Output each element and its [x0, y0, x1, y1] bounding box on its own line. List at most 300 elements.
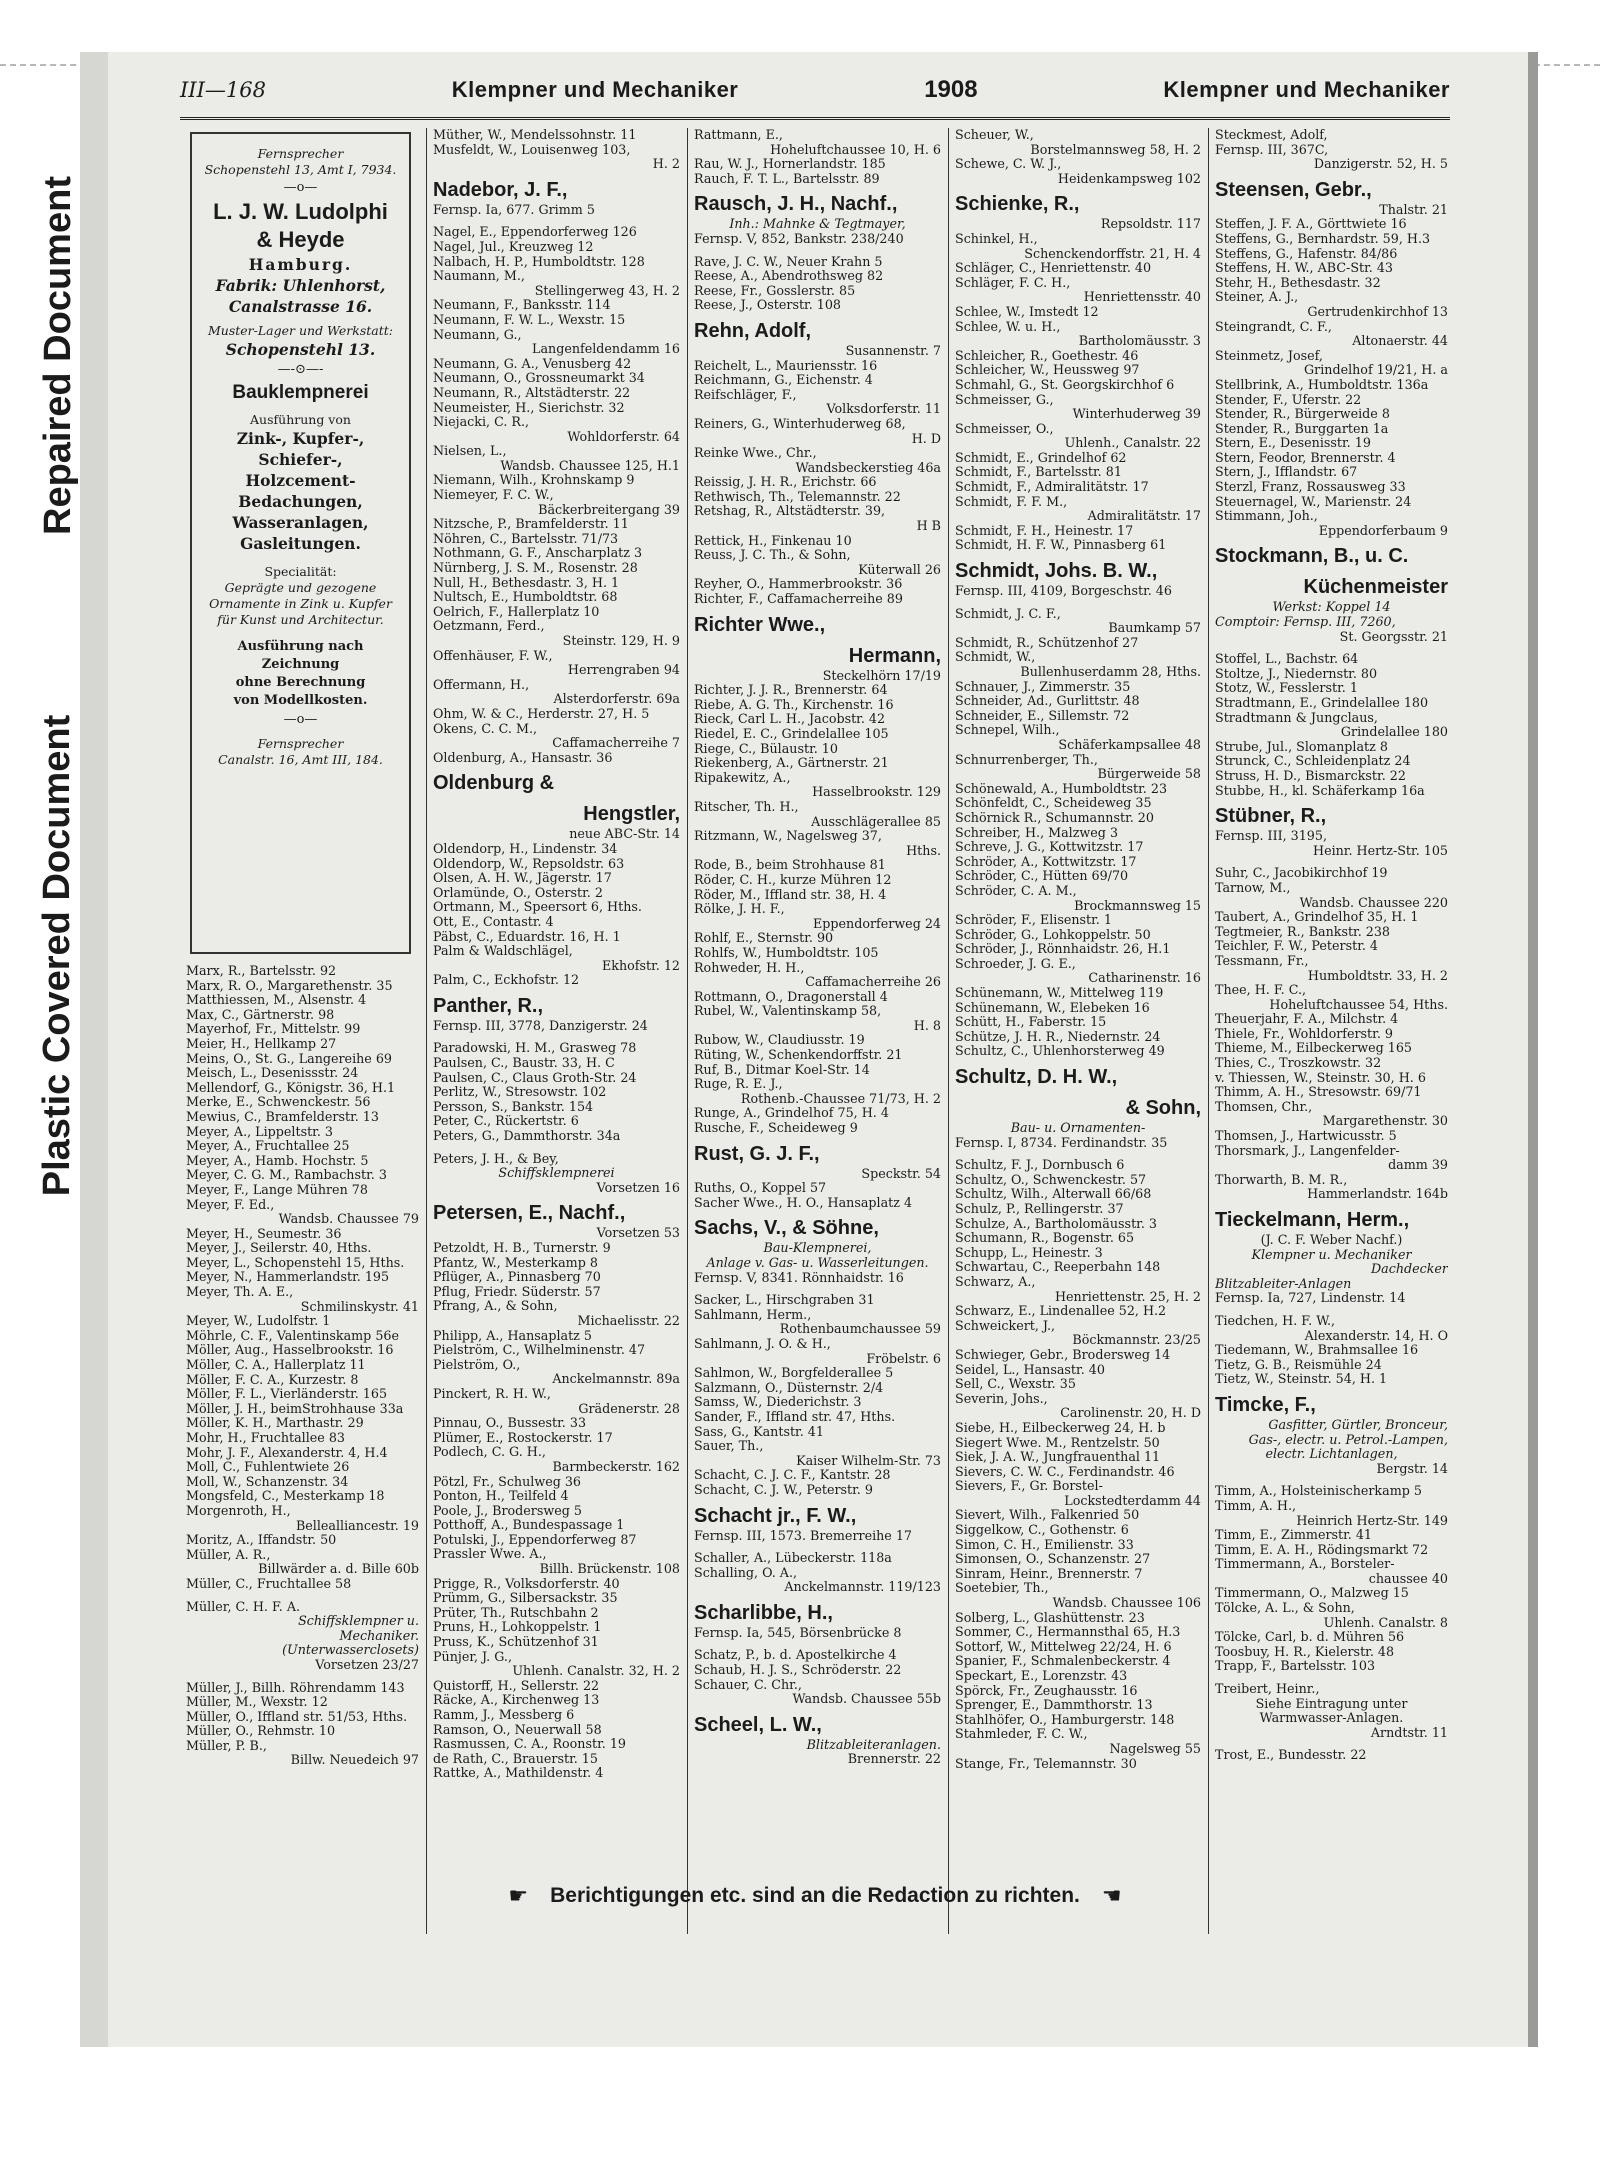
ad-service-2: Schiefer-,	[258, 450, 343, 469]
directory-entry: Steckelhörn 17/19	[822, 668, 941, 683]
directory-entry: Sinram, Heinr., Brennerstr. 7	[955, 1566, 1143, 1581]
directory-entry: Müther, W., Mendelssohnstr. 11	[433, 128, 637, 142]
directory-entry: Rethwisch, Th., Telemannstr. 22	[694, 489, 901, 504]
directory-entry: Ritscher, Th. H.,	[694, 799, 799, 814]
directory-entry: Rieck, Carl L. H., Jacobstr. 42	[694, 712, 886, 727]
directory-entry: Schweickert, J.,	[955, 1318, 1056, 1333]
directory-entry: Simon, C. H., Emilienstr. 33	[955, 1537, 1134, 1552]
column-5	[1215, 128, 1448, 1934]
firm-heading: Scheel, L. W.,	[694, 1713, 822, 1736]
directory-entry: Danzigerstr. 52, H. 5	[1313, 157, 1448, 172]
directory-entry: Moll, W., Schanzenstr. 34	[186, 1474, 349, 1489]
directory-entry: Repsoldstr. 117	[1100, 217, 1201, 232]
directory-entry: Gasfitter, Gürtler, Bronceur,	[1268, 1417, 1448, 1432]
pointing-hand-left-icon: ☛	[508, 1883, 529, 1909]
directory-entry: Stoffel, L., Bachstr. 64	[1215, 652, 1359, 667]
directory-entry: Wandsb. Chaussee 106	[1052, 1596, 1201, 1611]
directory-entry: Bau-Klempnerei,	[763, 1241, 872, 1256]
directory-entry: Vorsetzen 23/27	[315, 1657, 419, 1672]
directory-entry: Sass, G., Kantstr. 41	[694, 1424, 824, 1439]
directory-entry: Rubel, W., Valentinskamp 58,	[694, 1004, 882, 1019]
directory-entry: Peters, J. H., & Bey,	[433, 1151, 559, 1166]
directory-entry: Schörnick R., Schumannstr. 20	[955, 810, 1154, 825]
directory-entry: Neumann, G.,	[433, 327, 522, 342]
directory-entry: Küterwall 26	[858, 562, 941, 577]
directory-entry: Schwartau, C., Reeperbahn 148	[955, 1260, 1161, 1275]
directory-entry: Schleicher, R., Goethestr. 46	[955, 348, 1139, 363]
firm-heading: Schmidt, Johs. B. W.,	[955, 560, 1158, 583]
directory-entry: Rothenbaumchaussee 59	[779, 1322, 941, 1337]
directory-entry: Potthoff, A., Bundespassage 1	[433, 1518, 625, 1533]
directory-entry: Meyer, L., Schopenstehl 15, Hths.	[186, 1255, 405, 1270]
ad-note-2: ohne Berechnung	[235, 675, 366, 690]
directory-entry: Schaub, H. J. S., Schröderstr. 22	[694, 1663, 902, 1678]
directory-entry: Schneider, Ad., Gurlittstr. 48	[955, 694, 1140, 709]
directory-entry: Stellingerweg 43, H. 2	[534, 283, 680, 298]
directory-entry: Reichelt, L., Mauriensstr. 16	[694, 358, 878, 373]
directory-entry: Schumann, R., Bogenstr. 65	[955, 1231, 1135, 1246]
directory-entry: Musfeldt, W., Louisenweg 103,	[433, 142, 631, 157]
directory-entry: Petzoldt, H. B., Turnerstr. 9	[433, 1241, 611, 1255]
directory-entry: Fröbelstr. 6	[866, 1351, 941, 1366]
directory-entry: Gas-, electr. u. Petrol.-Lampen,	[1248, 1432, 1448, 1447]
directory-entry: Grindelhof 19/21, H. a	[1304, 363, 1448, 378]
directory-entry: Schultz, O., Schwenckestr. 57	[955, 1172, 1147, 1187]
ad-specialty-2: Ornamente in Zink u. Kupfer	[209, 596, 392, 611]
directory-entry: Ausschlägerallee 85	[811, 814, 941, 829]
directory-entry: Fernsp. III, 3778, Danzigerstr. 24	[433, 1018, 648, 1033]
directory-entry: (Unterwasserclosets)	[282, 1643, 419, 1658]
entry-spacer	[186, 1673, 419, 1681]
firm-heading: Oldenburg &	[433, 772, 555, 795]
directory-entry: Billh. Brückenstr. 108	[539, 1562, 680, 1577]
directory-entry: Wandsb. Chaussee 55b	[792, 1692, 941, 1707]
directory-entry: Alexanderstr. 14, H. O	[1304, 1328, 1448, 1343]
directory-entry: Trapp, F., Bartelsstr. 103	[1215, 1659, 1376, 1674]
ad-city: Hamburg.	[248, 255, 353, 274]
directory-entry: Thimm, A. H., Stresowstr. 69/71	[1215, 1085, 1422, 1100]
directory-entry: Reifschläger, F.,	[694, 387, 797, 402]
directory-entry: Steinmetz, Josef,	[1215, 348, 1323, 363]
pointing-hand-right-icon: ☚	[1101, 1883, 1122, 1909]
directory-entry: Wandsb. Chaussee 79	[278, 1212, 419, 1227]
directory-entry: Winterhuderweg 39	[1072, 407, 1201, 422]
directory-entry: Nagelsweg 55	[1109, 1741, 1201, 1756]
directory-entry: Bürgerweide 58	[1097, 767, 1201, 782]
directory-entry: Ramm, J., Messberg 6	[433, 1708, 575, 1722]
directory-entry: Stern, J., Ifflandstr. 67	[1215, 465, 1358, 480]
directory-entry: Wandsb. Chaussee 220	[1299, 895, 1448, 910]
directory-entry: Niemeyer, F. C. W.,	[433, 488, 554, 503]
directory-entry: electr. Lichtanlagen,	[1265, 1447, 1398, 1462]
directory-entry: Fernsp. Ia, 677. Grimm 5	[433, 202, 595, 217]
directory-entry: Ekhofstr. 12	[602, 958, 680, 973]
directory-entry: Schleicher, W., Heussweg 97	[955, 363, 1140, 378]
directory-entry: Müller, O., Iffland str. 51/53, Hths.	[186, 1709, 408, 1724]
directory-entry: Neumann, R., Altstädterstr. 22	[433, 385, 631, 400]
directory-entry: Schenckendorffstr. 21, H. 4	[1024, 246, 1201, 261]
directory-entry: Müller, C. H. F. A.	[186, 1599, 301, 1614]
directory-entry: damm 39	[1388, 1158, 1448, 1173]
column-3-entries	[694, 128, 941, 1767]
directory-entry: Pinckert, R. H. W.,	[433, 1386, 551, 1401]
directory-entry: Tölcke, Carl, b. d. Mühren 56	[1215, 1630, 1405, 1645]
directory-entry: Uhlenh., Canalstr. 22	[1064, 436, 1201, 451]
directory-entry: Ott, E., Contastr. 4	[433, 914, 554, 929]
directory-entry: Timm, E., Zimmerstr. 41	[1215, 1528, 1373, 1543]
directory-entry: Rattmann, E.,	[694, 128, 783, 142]
directory-entry: Tölcke, A. L., & Sohn,	[1215, 1601, 1355, 1616]
directory-entry: Schmidt, R., Schützenhof 27	[955, 635, 1139, 650]
directory-entry: Offenhäuser, F. W.,	[433, 648, 553, 663]
ad-service-1: Zink-, Kupfer-,	[236, 429, 365, 448]
directory-entry: Sprenger, E., Dammthorstr. 13	[955, 1698, 1153, 1713]
directory-entry: Päbst, C., Eduardstr. 16, H. 1	[433, 929, 621, 944]
column-1-entries	[186, 964, 419, 1768]
directory-entry: Neumann, F., Banksstr. 114	[433, 298, 611, 313]
directory-entry: Hoheluftchaussee 54, Hths.	[1269, 997, 1448, 1012]
directory-entry: Podlech, C. G. H.,	[433, 1445, 546, 1460]
directory-entry: Bullenhuserdamm 28, Hths.	[1020, 665, 1201, 679]
directory-entry: Meyer, F., Lange Mühren 78	[186, 1182, 368, 1197]
directory-entry: Möller, F. L., Vierländerstr. 165	[186, 1387, 388, 1402]
directory-entry: Peter, C., Rückertstr. 6	[433, 1114, 579, 1129]
directory-entry: Seidel, L., Hansastr. 40	[955, 1362, 1105, 1377]
entry-spacer	[1215, 1476, 1448, 1484]
directory-entry: Schupp, L., Heinestr. 3	[955, 1245, 1103, 1260]
firm-heading: Hengstler,	[583, 803, 680, 826]
directory-entry: Schünemann, W., Mittelweg 119	[955, 986, 1164, 1001]
entry-spacer	[694, 1543, 941, 1551]
directory-entry: Nagel, Jul., Kreuzweg 12	[433, 239, 594, 254]
directory-entry: Moritz, A., Iffandstr. 50	[186, 1533, 337, 1548]
directory-entry: Ripakewitz, A.,	[694, 770, 791, 785]
firm-heading: Richter Wwe.,	[694, 613, 826, 636]
directory-entry: Sahlmann, J. O. & H.,	[694, 1336, 831, 1351]
directory-entry: Caffamacherreihe 7	[552, 736, 680, 751]
directory-entry: Grindelallee 180	[1340, 725, 1448, 740]
directory-entry: Schröder, C., Hütten 69/70	[955, 869, 1129, 884]
directory-entry: Thiele, Fr., Wohldorferstr. 9	[1215, 1026, 1393, 1041]
column-2	[433, 128, 680, 1934]
directory-entry: Mellendorf, G., Königstr. 36, H.1	[186, 1080, 396, 1095]
ad-phone-line: Schopenstehl 13, Amt I, 7934.	[204, 162, 397, 177]
directory-entry: Uhlenh. Canalstr. 8	[1323, 1615, 1448, 1630]
entry-spacer	[186, 1592, 419, 1600]
directory-entry: Hasselbrookstr. 129	[812, 785, 941, 800]
directory-entry: Fernsp. III, 4109, Borgeschstr. 46	[955, 584, 1172, 599]
directory-entry: Schreve, J. G., Kottwitzstr. 17	[955, 840, 1144, 855]
directory-entry: Philipp, A., Hansaplatz 5	[433, 1328, 592, 1343]
entry-spacer	[1215, 1306, 1448, 1314]
directory-entry: Stahlhöfer, O., Hamburgerstr. 148	[955, 1712, 1175, 1727]
directory-entry: Schmidt, E., Grindelhof 62	[955, 450, 1127, 465]
directory-entry: Billwärder a. d. Bille 60b	[258, 1562, 419, 1577]
directory-entry: Bau- u. Ornamenten-	[1010, 1121, 1146, 1136]
directory-entry: Tiedemann, W., Brahmsallee 16	[1215, 1343, 1419, 1358]
directory-entry: Pinnau, O., Bussestr. 33	[433, 1416, 587, 1431]
directory-entry: Räcke, A., Kirchenweg 13	[433, 1693, 600, 1708]
directory-entry: Wandsb. Chaussee 125, H.1	[500, 458, 680, 473]
directory-entry: Speckart, E., Lorenzstr. 43	[955, 1669, 1128, 1683]
directory-entry: Möller, J. H., beimStrohhause 33a	[186, 1401, 404, 1416]
directory-entry: Rauch, F. T. L., Bartelsstr. 89	[694, 171, 880, 186]
directory-entry: Mewius, C., Bramfelderstr. 13	[186, 1109, 379, 1124]
directory-entry: Nalbach, H. P., Humboldtstr. 128	[433, 254, 645, 269]
entry-spacer	[1215, 1740, 1448, 1748]
directory-entry: Stradtmann, E., Grindelallee 180	[1215, 696, 1429, 710]
directory-entry: Inh.: Mahnke & Tegtmayer,	[729, 217, 906, 232]
directory-entry: Arndtstr. 11	[1370, 1725, 1448, 1740]
directory-entry: Meyer, Th. A. E.,	[186, 1285, 294, 1300]
directory-entry: Severin, Johs.,	[955, 1391, 1048, 1406]
directory-entry: Müller, P. B.,	[186, 1738, 267, 1753]
directory-entry: Möller, F. C. A., Kurzestr. 8	[186, 1372, 359, 1387]
directory-entry: Schönfeldt, C., Scheideweg 35	[955, 796, 1152, 811]
entry-spacer	[433, 1033, 680, 1041]
directory-entry: Schmidt, F. F. M.,	[955, 494, 1068, 509]
directory-entry: Riekenberg, A., Gärtnerstr. 21	[694, 756, 889, 771]
directory-entry: Sievers, F., Gr. Borstel-	[955, 1479, 1103, 1494]
directory-entry: Spörck, Fr., Zeughausstr. 16	[955, 1683, 1138, 1698]
directory-entry: Anckelmannstr. 119/123	[784, 1580, 941, 1595]
directory-entry: Timm, E. A. H., Rödingsmarkt 72	[1215, 1542, 1429, 1557]
directory-entry: H. 8	[913, 1018, 941, 1033]
directory-entry: Kaiser Wilhelm-Str. 73	[796, 1453, 941, 1468]
directory-entry: Struss, H. D., Bismarckstr. 22	[1215, 768, 1406, 783]
entry-spacer	[433, 1144, 680, 1152]
directory-entry: Lockstedterdamm 44	[1064, 1493, 1201, 1508]
directory-entry: Pielström, O.,	[433, 1357, 521, 1372]
entry-spacer	[1215, 644, 1448, 652]
directory-entry: Sterzl, Franz, Rossausweg 33	[1215, 480, 1406, 495]
ad-service-intro: Ausführung von	[250, 412, 351, 427]
directory-entry: Reese, A., Abendrothsweg 82	[694, 269, 884, 284]
directory-entry: Bäckerbreitergang 39	[538, 502, 680, 517]
firm-heading: Petersen, E., Nachf.,	[433, 1202, 626, 1225]
directory-entry: Schlee, W., Imstedt 12	[955, 304, 1099, 319]
directory-entry: Timm, A. H.,	[1215, 1498, 1297, 1513]
directory-entry: Stender, R., Bürgerweide 8	[1215, 407, 1390, 422]
directory-entry: Max, C., Gärtnerstr. 98	[186, 1007, 335, 1022]
directory-entry: Fernsp. III, 367C,	[1215, 142, 1329, 157]
entry-spacer	[694, 247, 941, 255]
directory-entry: Strube, Jul., Slomanplatz 8	[1215, 739, 1388, 754]
directory-entry: Röder, M., Iffland str. 38, H. 4	[694, 887, 887, 902]
directory-entry: Siggelkow, C., Gothenstr. 6	[955, 1523, 1129, 1538]
directory-entry: Oldenburg, A., Hansastr. 36	[433, 750, 613, 765]
directory-entry: Stern, Feodor, Brennerstr. 4	[1215, 450, 1396, 465]
directory-entry: Perlitz, W., Stresowstr. 102	[433, 1085, 607, 1100]
directory-entry: Nöhren, C., Bartelsstr. 71/73	[433, 531, 619, 546]
directory-entry: Rode, B., beim Strohhause 81	[694, 858, 886, 873]
directory-entry: Treibert, Heinr.,	[1215, 1682, 1320, 1697]
directory-entry: Baumkamp 57	[1108, 621, 1201, 636]
ad-specialty-1: Geprägte und gezogene	[224, 580, 377, 595]
directory-entry: Heidenkampsweg 102	[1057, 171, 1201, 186]
directory-entry: Langenfeldendamm 16	[532, 342, 680, 357]
directory-entry: Prassler Wwe. A.,	[433, 1547, 547, 1562]
directory-entry: Sell, C., Wexstr. 35	[955, 1377, 1076, 1392]
directory-entry: Schinkel, H.,	[955, 231, 1038, 246]
directory-entry: Meyer, C. G. M., Rambachstr. 3	[186, 1168, 387, 1183]
header-title-right: Klempner und Mechaniker	[1163, 77, 1450, 102]
directory-entry: Schacht, C. J. C. F., Kantstr. 28	[694, 1468, 891, 1483]
directory-entry: Schäferkampsallee 48	[1058, 737, 1201, 752]
ad-firm-name-2: & Heyde	[256, 227, 345, 252]
directory-entry: Strunck, C., Schleidenplatz 24	[1215, 754, 1411, 769]
directory-entry: Schläger, F. C. H.,	[955, 275, 1071, 290]
directory-entry: Sauer, Th.,	[694, 1439, 764, 1454]
directory-entry: St. Georgsstr. 21	[1339, 629, 1448, 644]
directory-entry: Möhrle, C. F., Valentinskamp 56e	[186, 1328, 399, 1343]
directory-entry: Schultz, Wilh., Alterwall 66/68	[955, 1187, 1152, 1202]
directory-entry: Paulsen, C., Claus Groth-Str. 24	[433, 1070, 637, 1085]
directory-entry: Rave, J. C. W., Neuer Krahn 5	[694, 254, 883, 269]
directory-entry: Schröder, J., Rönnhaidstr. 26, H.1	[955, 942, 1171, 957]
directory-entry: Runge, A., Grindelhof 75, H. 4	[694, 1106, 889, 1121]
directory-entry: Henriettensstr. 40	[1083, 290, 1201, 305]
directory-entry: Ponton, H., Teilfeld 4	[433, 1489, 569, 1504]
page-header	[180, 76, 1450, 120]
directory-entry: Sievert, Wilh., Falkenried 50	[955, 1508, 1140, 1523]
directory-entry: Riebe, A. G. Th., Kirchenstr. 16	[694, 697, 894, 712]
directory-entry: Persson, S., Bankstr. 154	[433, 1099, 594, 1114]
directory-entry: Ruge, R. E. J.,	[694, 1077, 783, 1092]
directory-entry: Rattke, A., Mathildenstr. 4	[433, 1766, 604, 1781]
directory-entry: Schönewald, A., Humboldtstr. 23	[955, 781, 1168, 796]
directory-entry: Spanier, F., Schmalenbeckerstr. 4	[955, 1654, 1171, 1669]
directory-entry: Moll, C., Fuhlentwiete 26	[186, 1460, 350, 1475]
directory-entry: (J. C. F. Weber Nachf.)	[1260, 1233, 1403, 1247]
directory-entry: Naumann, M.,	[433, 269, 525, 284]
directory-entry: Stimmann, Joh.,	[1215, 509, 1318, 524]
directory-entry: Bartholomäusstr. 3	[1078, 334, 1201, 349]
directory-entry: Röder, C. H., kurze Mühren 12	[694, 872, 892, 887]
firm-heading: Küchenmeister	[1303, 576, 1448, 599]
directory-entry: Tietz, G. B., Reismühle 24	[1215, 1357, 1382, 1372]
directory-entry: chaussee 40	[1368, 1571, 1448, 1586]
directory-entry: Schröder, C. A. M.,	[955, 883, 1077, 898]
directory-entry: Pfrang, A., & Sohn,	[433, 1299, 558, 1314]
directory-entry: Gertrudenkirchhof 13	[1307, 304, 1448, 319]
directory-entry: Poole, J., Brodersweg 5	[433, 1503, 582, 1518]
directory-entry: Meyer, J., Seilerstr. 40, Hths.	[186, 1241, 372, 1256]
directory-entry: Meisch, L., Desenissstr. 24	[186, 1066, 359, 1081]
column-divider	[687, 128, 688, 1934]
directory-entry: Siegert Wwe. M., Rentzelstr. 50	[955, 1435, 1160, 1450]
directory-entry: Barmbeckerstr. 162	[552, 1459, 680, 1474]
directory-entry: Blitzableiteranlagen.	[806, 1737, 941, 1752]
directory-entry: Brennerstr. 22	[847, 1752, 941, 1767]
directory-entry: Möller, K. H., Marthastr. 29	[186, 1416, 364, 1431]
directory-entry: Nagel, E., Eppendorferweg 126	[433, 225, 637, 240]
footer-notice: Berichtigungen etc. sind an die Redaction zu richten.	[550, 1884, 1080, 1907]
directory-entry: Marx, R. O., Margarethenstr. 35	[186, 978, 393, 993]
directory-entry: Schünemann, W., Elebeken 16	[955, 1000, 1150, 1015]
directory-entry: Thieme, M., Eilbeckerweg 165	[1215, 1041, 1413, 1056]
directory-entry: Schatz, P., b. d. Apostelkirche 4	[694, 1648, 897, 1663]
column-1	[186, 128, 419, 1934]
directory-entry: Pielström, C., Wilhelminenstr. 47	[433, 1343, 646, 1358]
directory-entry: Marx, R., Bartelsstr. 92	[186, 964, 337, 978]
directory-entry: Mohr, J. F., Alexanderstr. 4, H.4	[186, 1445, 388, 1460]
header-year: 1908	[924, 76, 978, 103]
directory-entry: Böckmannstr. 23/25	[1072, 1333, 1201, 1348]
directory-entry: Scheuer, W.,	[955, 128, 1034, 142]
directory-entry: Stellbrink, A., Humboldtstr. 136a	[1215, 377, 1429, 392]
directory-entry: Stoltze, J., Niedernstr. 80	[1215, 666, 1378, 681]
ad-factory: Fabrik: Uhlenhorst,	[215, 276, 386, 295]
directory-entry: Nürnberg, J. S. M., Rosenstr. 28	[433, 561, 638, 576]
directory-entry: Mechaniker.	[339, 1628, 419, 1643]
directory-entry: Schulz, P., Rellingerstr. 37	[955, 1202, 1124, 1216]
ad-service-title: Bauklempnerei	[232, 382, 369, 403]
directory-entry: Schaller, A., Lübeckerstr. 118a	[694, 1551, 892, 1566]
directory-entry: Schmilinskystr. 41	[300, 1299, 419, 1314]
directory-entry: Herrengraben 94	[567, 663, 680, 678]
entry-spacer	[955, 599, 1201, 607]
directory-entry: Sommer, C., Hermannsthal 65, H.3	[955, 1625, 1181, 1640]
directory-entry: Schultz, C., Uhlenhorsterweg 49	[955, 1044, 1165, 1059]
directory-entry: Möller, Aug., Hasselbrookstr. 16	[186, 1343, 394, 1358]
column-3	[694, 128, 941, 1934]
ad-service-5: Wasseranlagen,	[232, 513, 369, 532]
directory-entry: Schacht, C. J. W., Peterstr. 9	[694, 1482, 873, 1497]
ad-phone-label: Fernsprecher	[257, 146, 344, 161]
ad-note-3: von Modellkosten.	[233, 693, 368, 708]
firm-heading: Stockmann, B., u. C.	[1215, 545, 1409, 568]
ad-specialty-3: für Kunst und Architectur.	[217, 612, 384, 627]
directory-entry: Schulze, A., Bartholomäusstr. 3	[955, 1216, 1157, 1231]
directory-entry: Orlamünde, O., Osterstr. 2	[433, 885, 603, 900]
firm-heading: Scharlibbe, H.,	[694, 1601, 833, 1624]
ad-specialty-label: Specialität:	[264, 564, 337, 579]
directory-entry: Müller, C., Fruchtallee 58	[186, 1576, 352, 1591]
directory-entry: Trost, E., Bundesstr. 22	[1215, 1748, 1367, 1763]
ad-showroom-label: Muster-Lager und Werkstatt:	[208, 323, 393, 338]
page-number: III—168	[180, 78, 266, 102]
directory-entry: Dachdecker	[1370, 1262, 1448, 1277]
directory-entry: Rüting, W., Schenkendorffstr. 21	[694, 1048, 903, 1063]
directory-entry: Müller, O., Rehmstr. 10	[186, 1724, 336, 1739]
directory-entry: Theuerjahr, F. A., Milchstr. 4	[1215, 1012, 1399, 1027]
directory-entry: Stender, F., Uferstr. 22	[1215, 392, 1362, 407]
directory-entry: Salzmann, O., Düsternstr. 2/4	[694, 1380, 884, 1395]
directory-entry: Oetzmann, Ferd.,	[433, 619, 545, 634]
directory-entry: Null, H., Bethesdastr. 3, H. 1	[433, 575, 620, 590]
directory-entry: Tessmann, Fr.,	[1215, 953, 1309, 968]
directory-entry: Thorsmark, J., Langenfelder-	[1215, 1143, 1400, 1158]
directory-entry: Schwarz, E., Lindenallee 52, H.2	[955, 1304, 1167, 1319]
firm-heading: Steensen, Gebr.,	[1215, 178, 1372, 201]
directory-entry: Thomsen, Chr.,	[1215, 1099, 1313, 1114]
directory-entry: Fernsp. III, 3195,	[1215, 829, 1327, 844]
directory-entry: Schmidt, H. F. W., Pinnasberg 61	[955, 538, 1167, 553]
directory-entry: Eppendorferbaum 9	[1318, 523, 1448, 538]
directory-entry: Richter, F., Caffamacherreihe 89	[694, 592, 903, 607]
directory-entry: Schmidt, J. C. F.,	[955, 606, 1061, 621]
directory-entry: Sander, F., Iffland str. 47, Hths.	[694, 1409, 896, 1424]
directory-entry: Schalling, O. A.,	[694, 1565, 798, 1580]
directory-entry: Henriettenstr. 25, H. 2	[1054, 1289, 1201, 1304]
directory-entry: Schlee, W. u. H.,	[955, 319, 1061, 334]
firm-heading: Tieckelmann, Herm.,	[1215, 1209, 1410, 1231]
directory-entry: Offermann, H.,	[433, 677, 530, 692]
directory-entry: Neumann, F. W. L., Wexstr. 15	[433, 312, 626, 327]
directory-entry: Heinr. Hertz-Str. 105	[1313, 843, 1448, 858]
directory-entry: Müller, M., Wexstr. 12	[186, 1695, 328, 1710]
